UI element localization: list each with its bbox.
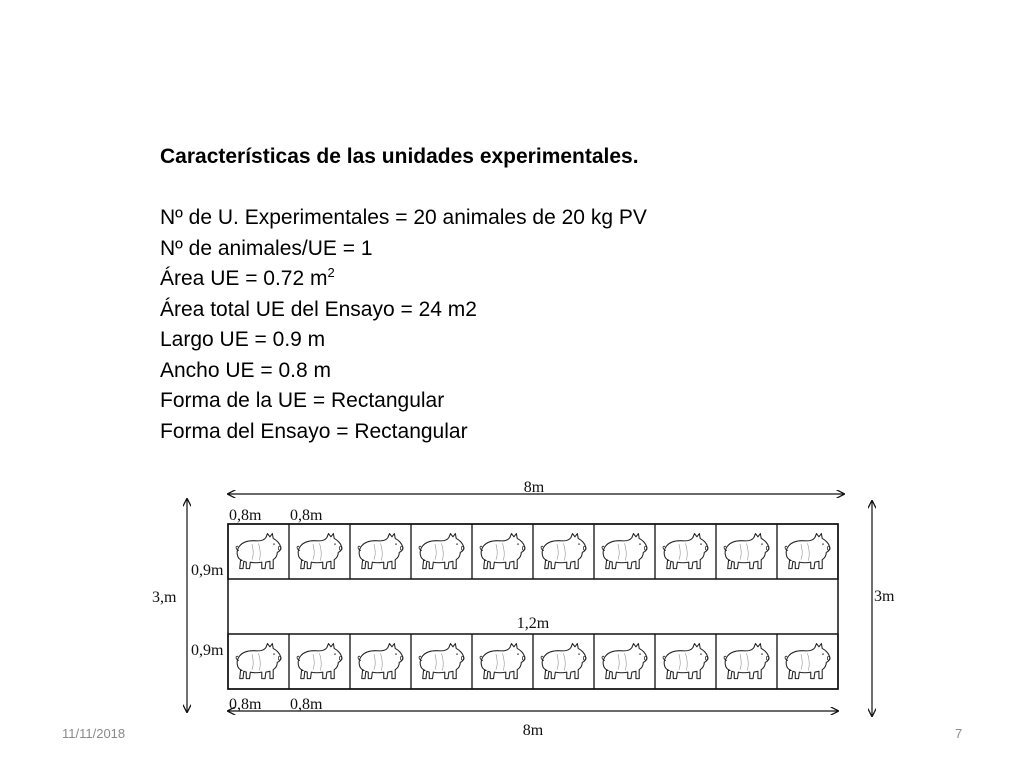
trial-shape-line: Forma del Ensayo = Rectangular [160,419,468,443]
pig-icon [236,534,281,569]
pen-width-label-bottom-2: 0,8m [290,696,323,713]
pen-row-top [228,524,838,579]
pen-bottom-8 [655,634,708,689]
unit-area-exponent: 2 [327,265,335,280]
pen-bottom-9 [716,634,769,689]
pen-bottom-5 [472,634,525,689]
footer-date: 11/11/2018 [62,726,126,741]
pen-width-label-bottom-1: 0,8m [229,696,262,713]
pig-icon [724,534,769,569]
unit-length-line: Largo UE = 0.9 m [160,328,326,351]
pen-top-3 [350,524,403,579]
pen-top-8 [655,524,708,579]
corridor-width-label: 1,2m [516,615,550,632]
pig-icon [663,644,708,679]
animals-per-unit-line: Nº de animales/UE = 1 [160,236,373,260]
pen-bottom-6 [533,634,586,689]
pen-bottom-7 [594,634,647,689]
left-height-dimension [152,499,187,712]
row-height-label-bottom: 0,9m [191,642,224,659]
pen-bottom-4 [411,634,464,689]
experimental-units-line: Nº de U. Experimentales = 20 animales de 20 kg PV [160,206,647,229]
pig-icon [602,534,647,569]
top-length-label: 8m [523,479,545,496]
pen-top-10 [777,524,830,579]
pen-bottom-10 [777,634,830,689]
pen-bottom-2 [289,634,342,689]
pens [228,524,838,689]
pig-icon [480,534,525,569]
pig-icon [785,534,830,569]
bottom-length-label: 8m [522,722,544,739]
pen-top-5 [472,524,525,579]
right-height-label: 3m [874,588,895,605]
pig-icon [541,644,586,679]
pig-icon [358,644,403,679]
top-length-dimension [228,479,844,496]
slide-title: Características de las unidades experimentales. [160,145,639,168]
pig-icon [724,644,769,679]
pen-top-6 [533,524,586,579]
pen-top-9 [716,524,769,579]
pig-icon [358,534,403,569]
pen-width-label-top-2: 0,8m [290,507,323,524]
unit-shape-line: Forma de la UE = Rectangular [160,389,445,412]
pen-bottom-3 [350,634,403,689]
pig-icon [419,644,464,679]
pen-top-7 [594,524,647,579]
right-height-dimension [872,501,895,716]
pen-top-4 [411,524,464,579]
unit-area-text: Área UE = 0.72 m [160,267,328,290]
bottom-length-dimension [228,711,838,739]
row-height-label-top: 0,9m [191,562,224,579]
pen-bottom-1 [236,644,281,679]
pig-icon [419,534,464,569]
pig-icon [602,644,647,679]
pig-icon [785,644,830,679]
pen-row-bottom [228,634,838,689]
left-height-label: 3,m [152,589,177,606]
pen-top-2 [289,524,342,579]
pig-icon [541,534,586,569]
pig-icon [663,534,708,569]
pen-top-1 [236,534,281,569]
pig-icon [297,644,342,679]
pig-icon [297,534,342,569]
unit-width-line: Ancho UE = 0.8 m [160,358,332,382]
pig-icon [236,644,281,679]
pen-width-label-top-1: 0,8m [229,507,262,524]
page-number: 7 [955,726,963,741]
pig-icon [480,644,525,679]
total-area-line: Área total UE del Ensayo = 24 m2 [160,297,477,321]
